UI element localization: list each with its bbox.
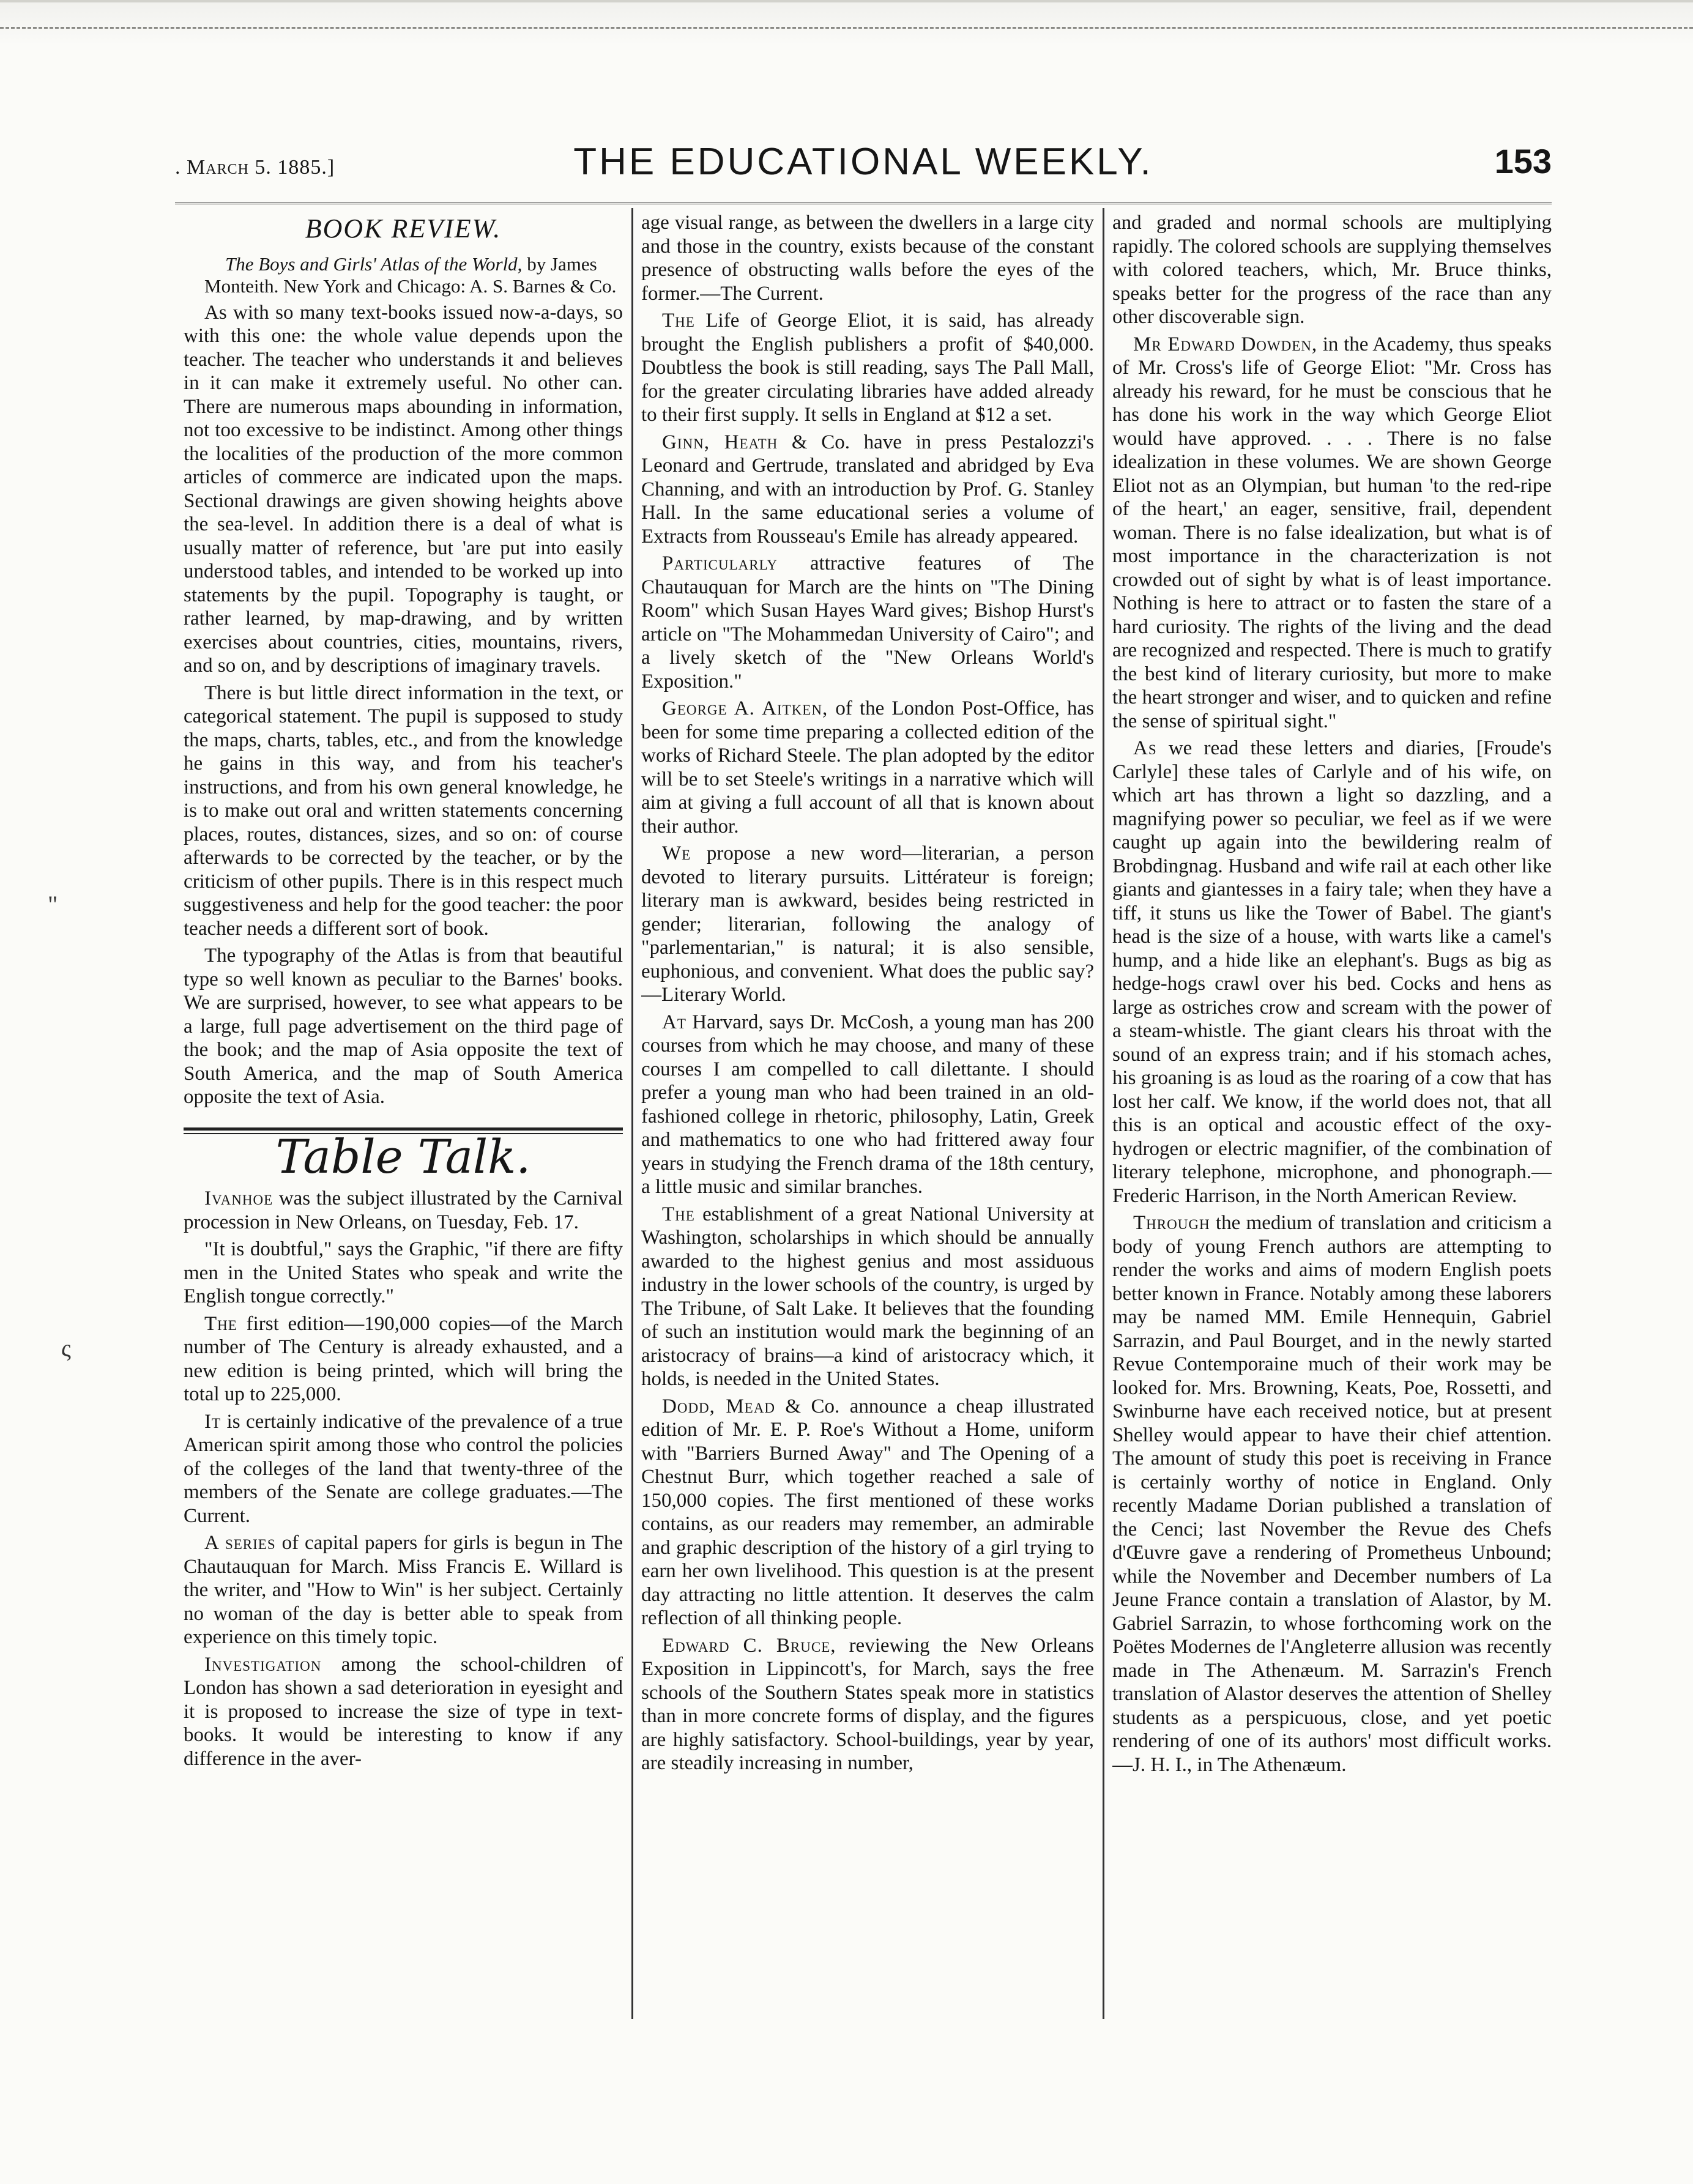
margin-mark-1: "	[48, 891, 58, 918]
paragraph-text: we read these letters and diaries, [Froude's Carlyle] these tales of Carlyle and of his wife, on which art has thrown a light so dazzling, and a magnifying power so peculiar, we feel as if we were caught up again into the bewildering realm of Brobdingnag. Husband and wife rail at each other like giants and giantesses in a fairy tale; when they have a tiff, it stuns us like the Tower of Babel. The giant's head is the size of a house, with warts like a camel's hump, and a hide like an elephant's. Bugs as big as hedge-hogs crawl over his bed. Cocks and hens as large as ostriches crow and scream with the power of a steam-whistle. The giant clears his throat with the sound of an express train; and if his stomach aches, his groaning is as loud as the roaring of a cow that has lost her calf. We know, if the world does not, that all this is an optical and acoustic effect of the oxy-hydrogen or electric magnifier, of the combination of literary telephone, microphone, and phonograph.—Frederic Harrison, in the North American Review.	[1112, 737, 1552, 1207]
paragraph-text: reviewing the New Orleans Exposition in Lippincott's, for March, says the free schools of the Southern States speak more in statistics than in more concrete forms of display, and the figures are highly satisfactory. School-buildings, year by year, are steadily increasing in number,	[641, 1634, 1094, 1774]
table-talk-paragraph	[184, 1653, 623, 1771]
lead-words: Ginn, Heath	[662, 431, 778, 453]
table-talk-heading: Table Talk.	[275, 1129, 531, 1184]
paragraph-text: first edition—190,000 copies—of the March number of The Century is already exhausted, and a new edition is being printed, which will bring the total up to 225,000.	[184, 1312, 623, 1405]
continued-paragraph: age visual range, as between the dwellers in a large city and those in the country, exists because of the constant presence of obstructing walls before the eyes of the former.—The Current.	[641, 212, 1094, 305]
lead-words: A series	[204, 1532, 276, 1554]
lead-words: The	[204, 1312, 237, 1335]
book-citation-rest: by James Monteith. New York and Chicago: A. S. Barnes & Co.	[204, 253, 617, 297]
lead-words: It	[204, 1410, 221, 1433]
paragraph-text: Harvard, says Dr. McCosh, a young man has 200 courses from which he may choose, and many of these courses I am compelled to call dilettante. I should prefer a young man who had been trained in an old-fashioned college in rhetoric, philosophy, Latin, Greek and mathematics to one who had frittered away four years in studying the French drama of the 18th century, a little music and similar branches.	[641, 1011, 1094, 1198]
column-1	[184, 211, 623, 2022]
page-header	[175, 138, 1552, 193]
table-talk-paragraph	[184, 1531, 623, 1649]
news-paragraph	[641, 309, 1094, 427]
lead-words: As	[1133, 737, 1157, 759]
lead-words: At	[662, 1011, 687, 1033]
book-review-heading: BOOK REVIEW.	[305, 214, 502, 243]
paragraph-text: the medium of translation and criticism a body of young French authors are attempting to render the works and aims of modern English poets better known in France. Notably among these laborers may be named MM. Emile Hennequin, Gabriel Sarrazin, and Paul Bourget, and in the newly started Revue Contemporaine much of their work may be looked for. Mrs. Browning, Keats, Poe, Rossetti, and Swinburne have each received notice, but at present Shelley would appear to have their chief attention. The amount of study this poet is receiving in France is certainly worthy of notice in England. Only recently Madame Dorian published a translation of the Cenci; last November the Revue des Chefs d'Œuvre gave a rendering of Prometheus Unbound; while the November and December numbers of La Jeune France contain a translation of Alastor, by M. Gabriel Sarrazin, to whose forthcoming work on the Poëtes Modernes de l'Angleterre allusion was recently made in The Athenæum. M. Sarrazin's French translation of Alastor deserves the attention of Shelley students as a perspicuous, close, and yet poetic rendering of one of its authors' most difficult works.—J. H. I., in The Athenæum.	[1112, 1212, 1552, 1776]
continued-paragraph: and graded and normal schools are multiplying rapidly. The colored schools are supplying themselves with colored teachers, which, Mr. Bruce thinks, speaks better for the progress of the race than any other discoverable sign.	[1112, 212, 1552, 328]
column-2	[641, 211, 1094, 2022]
lead-words: George A. Aitken,	[662, 697, 828, 719]
book-citation-title: The Boys and Girls' Atlas of the World,	[225, 253, 523, 275]
paragraph-text: propose a new word—literarian, a person devoted to literary pursuits. Littérateur is foreign; literary man is awkward, besides being restricted in gender; literarian, following the analogy of "parlementarian," is natural; it is also sensible, euphonious, and convenient. What does the public say?—Literary World.	[641, 842, 1094, 1006]
lead-words: Particularly	[662, 552, 778, 574]
scan-dash-line	[0, 27, 1693, 29]
margin-mark-2: ς	[61, 1334, 71, 1362]
paragraph-text: among the school-children of London has shown a sad deterioration in eyesight and it is proposed to increase the size of type in text-books. It would be interesting to know if any difference in the aver-	[184, 1653, 623, 1770]
lead-words: Dodd, Mead	[662, 1395, 775, 1417]
lead-words: The	[662, 310, 695, 332]
header-rule	[175, 202, 1552, 204]
book-review-paragraph: As with so many text-books issued now-a-days, so with this one: the whole value depends upon the teacher. The teacher who understands it and believes in it can make it extremely useful. No other can. There are numerous maps abounding in information, not too excessive to be indistinct. Among other things the localities of the production of the more common articles of commerce are indicated upon the maps. Sectional drawings are given showing heights above the sea-level. In addition there is a deal of what is usually matter of reference, but 'are put into easily understood tables, and intended to be worked up into statements by the pupil. Topography is taught, or rather learned, by map-drawing, and by written exercises about countries, cities, mountains, rivers, and so on, and by descriptions of imaginary travels.	[184, 301, 623, 677]
lead-words: The	[662, 1203, 695, 1225]
book-review-paragraph: The typography of the Atlas is from that beautiful type so well known as peculiar to the Barnes' books. We are surprised, however, to see what appears to be a large, full page advertisement on the third page of the book; and the map of Asia opposite the text of South America, and the map of South America opposite the text of Asia.	[184, 945, 623, 1108]
publication-title: THE EDUCATIONAL WEEKLY.	[573, 141, 1153, 183]
lead-words: Investigation	[204, 1653, 322, 1676]
paragraph-text: Life of George Eliot, it is said, has already brought the English publishers a profit of $40,000. Doubtless the book is still reading, says The Pall Mall, for the greater circulating libraries have added already to their first supply. It sells in England at $12 a set.	[641, 310, 1094, 426]
issue-date: . March 5. 1885.]	[175, 156, 335, 179]
lead-words: Edward C. Bruce,	[662, 1634, 836, 1657]
lead-words: We	[662, 842, 691, 864]
paragraph-text: establishment of a great National University at Washington, scholarships in which should be annually awarded to the highest genius and most assiduous industry in the lower schools of the country, is urged by The Tribune, of Salt Lake. It believes that the founding of such an institution would mark the beginning of an aristocracy of brains—a kind of aristocracy which, it holds, is needed in the United States.	[641, 1203, 1094, 1390]
scan-top-edge	[0, 0, 1693, 45]
lead-words: Through	[1133, 1212, 1210, 1234]
table-talk-paragraph: "It is doubtful," says the Graphic, "if there are fifty men in the United States who speak and write the English tongue correctly."	[184, 1238, 623, 1307]
column-divider-1	[631, 208, 633, 2019]
news-paragraph	[641, 697, 1094, 838]
page-number: 153	[1494, 142, 1552, 180]
column-3	[1112, 211, 1552, 2022]
table-talk-paragraph	[184, 1187, 623, 1234]
news-paragraph	[641, 1395, 1094, 1630]
lead-words: Mr Edward Dowden,	[1133, 333, 1318, 355]
book-citation	[184, 253, 623, 297]
column-divider-2	[1103, 208, 1104, 2019]
paragraph-text: & Co. have in press Pestalozzi's Leonard and Gertrude, translated and abridged by Eva Channing, and with an introduction by Prof. G. Stanley Hall. In the same educational series a volume of Extracts from Rousseau's Emile has already appeared.	[641, 431, 1094, 548]
paragraph-text: in the Academy, thus speaks of Mr. Cross's life of George Eliot: "Mr. Cross has already his reward, for he must be conscious that he has done his work in the way which George Eliot would have approved. . . . There is no false idealization in these volumes. We are shown George Eliot not as an Olympian, but human 'to the red-ripe of the heart,' an eager, sensitive, frail, dependent woman. There is no false idealization, but what is of most importance in the characterization is not crowded out of sight by what is of least importance. Nothing is here to attract or to fasten the stare of a hard curiosity. The rights of the living and the dead are recognized and respected. There is much to gratify the best kind of literary curiosity, but more to make the heart stronger and wiser, and to quicken and refine the sense of spiritual sight."	[1112, 333, 1552, 732]
paragraph-text: attractive features of The Chautauquan for March are the hints on "The Dining Room" which Susan Hayes Ward gives; Bishop Hurst's article on "The Mohammedan University of Cairo"; and a lively sketch of the "New Orleans World's Exposition."	[641, 552, 1094, 693]
paragraph-text: is certainly indicative of the prevalence of a true American spirit among those who control the policies of the colleges of the land that twenty-three of the members of the Senate are college graduates.—The Current.	[184, 1410, 623, 1527]
paragraph-text: of capital papers for girls is begun in The Chautauquan for March. Miss Francis E. Willard is the writer, and "How to Win" is her subject. Certainly no woman of the day is better able to speak from experience on this timely topic.	[184, 1532, 623, 1648]
news-paragraph	[1112, 1211, 1552, 1777]
news-paragraph	[641, 552, 1094, 693]
paragraph-text: & Co. announce a cheap illustrated edition of Mr. E. P. Roe's Without a Home, uniform with "Barriers Burned Away" and The Opening of a Chestnut Burr, which together reached a sale of 150,000 copies. The first mentioned of these works contains, as our readers may remember, an admirable and graphic description of the history of a girl trying to earn her own livelihood. This question is at the present day attracting no little attention. It deserves the calm reflection of all thinking people.	[641, 1395, 1094, 1629]
table-talk-paragraph	[184, 1410, 623, 1528]
table-talk-paragraph	[184, 1312, 623, 1406]
news-paragraph	[1112, 737, 1552, 1208]
paragraph-text: of the London Post-Office, has been for some time preparing a collected edition of the works of Richard Steele. The plan adopted by the editor will be to set Steele's writings in a narrative which will aim at giving a full account of all that is known about their author.	[641, 697, 1094, 838]
news-paragraph	[1112, 333, 1552, 734]
book-review-paragraph: There is but little direct information in the text, or categorical statement. The pupil is supposed to study the maps, charts, tables, etc., and from the knowledge he gains in this way, and from his teacher's instructions, and from his own general knowledge, he is to make out oral and written statements concerning places, routes, distances, sizes, and so on: of course afterwards to be corrected by the teacher, or by the criticism of other pupils. There is in this respect much suggestiveness and help for the good teacher: the poor teacher needs a different sort of book.	[184, 682, 623, 940]
news-paragraph	[641, 431, 1094, 549]
news-paragraph	[641, 1634, 1094, 1775]
lead-words: Ivanhoe	[204, 1187, 273, 1209]
news-paragraph	[641, 1203, 1094, 1391]
news-paragraph	[641, 1011, 1094, 1199]
news-paragraph	[641, 842, 1094, 1007]
paragraph-text: was the subject illustrated by the Carnival procession in New Orleans, on Tuesday, Feb. 17.	[184, 1187, 623, 1233]
